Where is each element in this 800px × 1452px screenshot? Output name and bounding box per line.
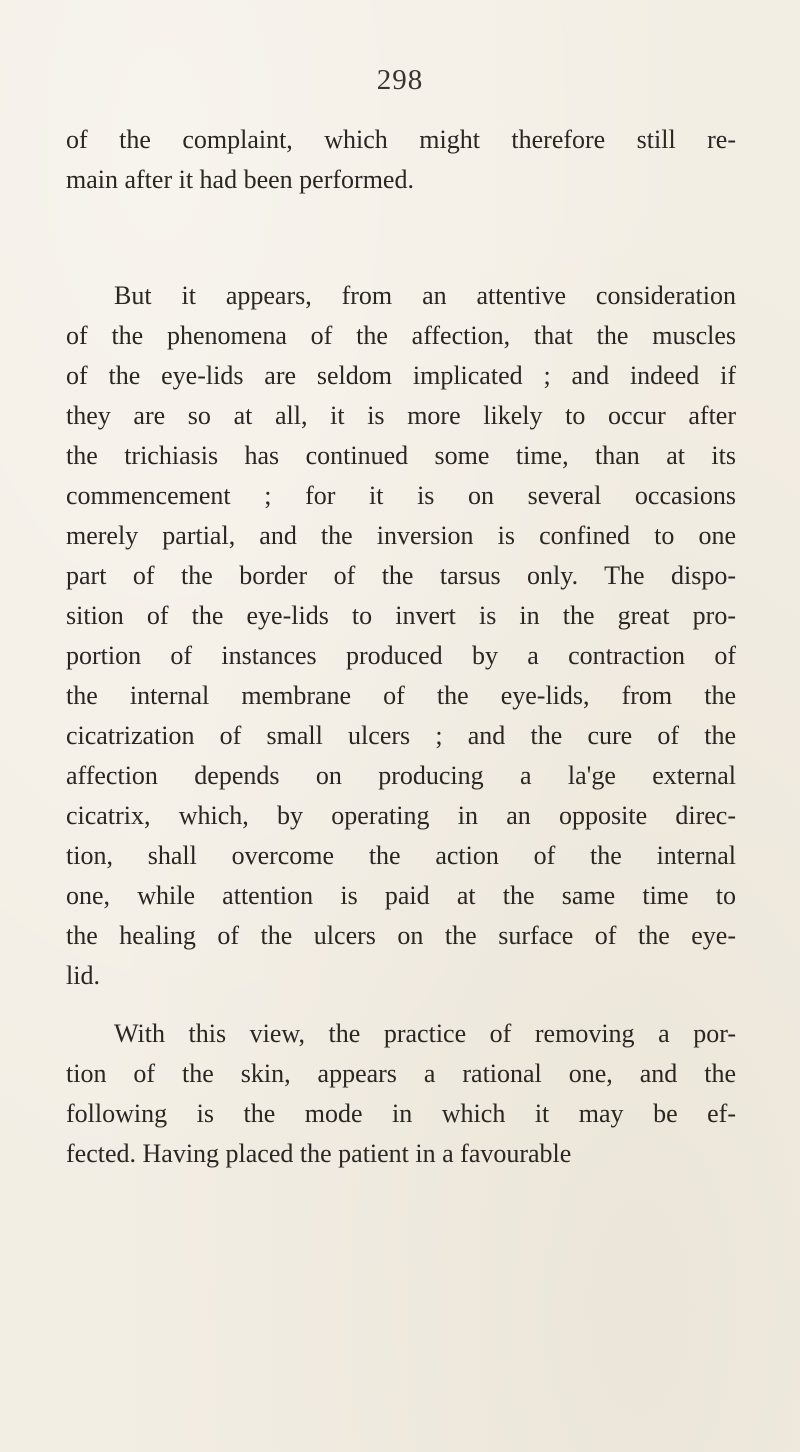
text-line: cicatrization of small ulcers ; and the cure of the: [66, 721, 736, 750]
text-line: merely partial, and the inversion is confined to one: [66, 521, 736, 550]
text-line: tion of the skin, appears a rational one, and the: [66, 1059, 736, 1088]
text-line: one, while attention is paid at the same time to: [66, 881, 736, 910]
text-line: main after it had been performed.: [66, 165, 414, 194]
text-line: of the complaint, which might therefore still re-: [66, 125, 736, 154]
paragraph-1: [66, 120, 736, 200]
text-line: With this view, the practice of removing a por-: [114, 1019, 736, 1048]
text-line: they are so at all, it is more likely to occur after: [66, 401, 736, 430]
text-line: the healing of the ulcers on the surface of the eye-: [66, 921, 736, 950]
text-line: tion, shall overcome the action of the internal: [66, 841, 736, 870]
text-line: the trichiasis has continued some time, than at its: [66, 441, 736, 470]
text-line: of the phenomena of the affection, that the muscles: [66, 321, 736, 350]
text-line: cicatrix, which, by operating in an opposite direc-: [66, 801, 736, 830]
text-line: of the eye-lids are seldom implicated ; and indeed if: [66, 361, 736, 390]
paragraph-2: [66, 276, 736, 996]
text-line: sition of the eye-lids to invert is in the great pro-: [66, 601, 736, 630]
text-line: following is the mode in which it may be ef-: [66, 1099, 736, 1128]
text-line: lid.: [66, 961, 100, 990]
text-line: commencement ; for it is on several occasions: [66, 481, 736, 510]
text-line: affection depends on producing a la'ge external: [66, 761, 736, 790]
text-line: the internal membrane of the eye-lids, from the: [66, 681, 736, 710]
text-line: fected. Having placed the patient in a favourable: [66, 1139, 572, 1168]
paragraph-3: [66, 1014, 736, 1174]
page-number: 298: [376, 64, 424, 96]
text-line: But it appears, from an attentive consideration: [114, 281, 736, 310]
text-line: portion of instances produced by a contraction of: [66, 641, 736, 670]
text-line: part of the border of the tarsus only. The dispo-: [66, 561, 736, 590]
